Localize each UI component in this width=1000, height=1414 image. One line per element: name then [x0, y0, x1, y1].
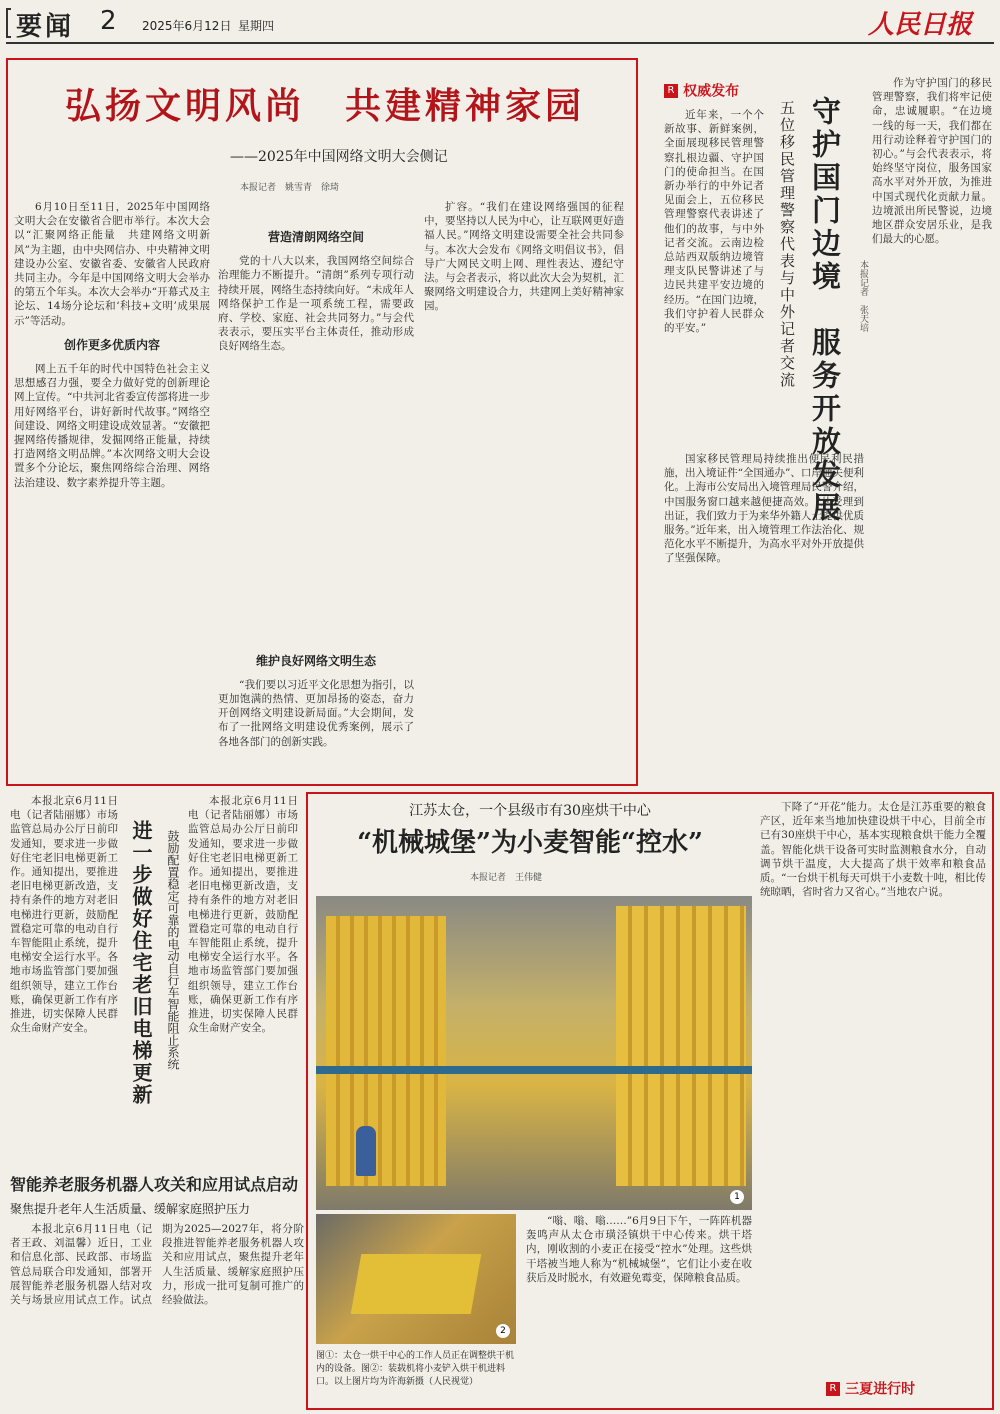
- paragraph: “我们要以习近平文化思想为指引，以更加饱满的热情、更加昂扬的姿态，奋力开创网络文明建设新局面。”大会期间，发布了一批网络文明建设优秀案例，展示了各地各部门的创新实践。: [218, 678, 414, 748]
- subheading: 创作更多优质内容: [63, 337, 160, 352]
- story-robots-title: 智能养老服务机器人攻关和应用试点启动: [10, 1175, 299, 1194]
- section-bracket: [6, 8, 11, 38]
- story-border-col3: [872, 76, 992, 788]
- paragraph: 国家移民管理局持续推出便民利民措施，出入境证件“全国通办”、口岸通关便利化。上海市公安局出入境管理局民警介绍，中国服务窗口越来越便捷高效。“从受理到出证，我们致力于为来华外籍人士提供优质服务。”近年来，出入境管理工作法治化、规范化水平不断提升，为高水平对外开放提供了坚强保障。: [664, 453, 864, 565]
- section-title: 要闻: [16, 12, 75, 42]
- story-robots-col: [10, 1222, 304, 1408]
- paragraph: 党的十八大以来，我国网络空间综合治理能力不断提升。“清朗”系列专项行动持续开展，网络生态持续向好。“未成年人网络保护工作是一项系统工程，需要政府、学校、家庭、社会共同努力。”与会代表表示，要压实平台主体责任，推动形成良好网络生态。: [218, 255, 414, 353]
- story-civilization-byline: 本报记者 姚雪青 徐琦: [240, 183, 340, 193]
- subheading: 维护良好网络文明生态: [255, 653, 376, 668]
- photo-marker-2: 2: [496, 1324, 510, 1338]
- photo-caption: 图①：太仓一烘干中心的工作人员正在调整烘干机内的设备。图②：装载机将小麦铲入烘干机进料口。以上图片均为许海新摄（人民视觉）: [316, 1351, 515, 1387]
- summer-harvest-tag: [826, 1378, 956, 1400]
- story-border-title: 守护国门边境 服务开放发展: [808, 96, 842, 525]
- subheading: 营造清朗网络空间: [267, 230, 364, 244]
- paragraph: 近年来，一个个新故事、新鲜案例，全面展现移民管理警察扎根边疆、守护国门的使命担当。在国新办举行的中外记者见面会上，五位移民管理警察代表讲述了他们的故事，与中外记者交流。云南边检总站西双版纳边境管理支队民警讲述了与边民共建平安边境的经历。“在国门边境，我们守护着人民群众的平安。”: [664, 109, 764, 335]
- story-civilization-title: 弘扬文明风尚 共建精神家园: [64, 85, 585, 127]
- story-border-subtitle: 五位移民管理警察代表与中外记者交流: [778, 100, 796, 389]
- paragraph: 扩容。“我们在建设网络强国的征程中，要坚持以人民为中心，让互联网更好造福人民。”网络文明建设需要全社会共同参与。本次大会发布《网络文明倡议书》，倡导广大网民文明上网、理性表达、遵纪守法。与会者表示，将以此次大会为契机，汇聚网络文明建设合力，共建网上美好精神家园。: [424, 201, 624, 313]
- worker-figure: [356, 1126, 376, 1176]
- paragraph: 本报北京6月11日电（记者陆丽娜）市场监管总局办公厅日前印发通知，要求进一步做好住宅老旧电梯更新工作。通知提出，要推进老旧电梯更新改造，支持有条件的地方对老旧电梯进行更新，鼓励配置稳定可靠的电动自行车智能阻止系统，提升电梯安全运行水平。各地市场监管部门要加强组织领导，建立工作台账，确保更新工作有序推进，切实保障人民群众生命财产安全。: [188, 795, 298, 1035]
- paragraph: 本报北京6月11日电（记者陆丽娜）市场监管总局办公厅日前印发通知，要求进一步做好住宅老旧电梯更新工作。通知提出，要推进老旧电梯更新改造，支持有条件的地方对老旧电梯进行更新，鼓励配置稳定可靠的电动自行车智能阻止系统，提升电梯安全运行水平。各地市场监管部门要加强组织领导，建立工作台账，确保更新工作有序推进，切实保障人民群众生命财产安全。: [10, 795, 118, 1035]
- paragraph: 6月10日至11日，2025年中国网络文明大会在安徽省合肥市举行。本次大会以“汇聚网络正能量 共建网络文明新风”为主题，由中央网信办、中央精神文明建设办公室、安徽省委、安徽省人民政府共同主办。今年是中国网络文明大会举办的第五个年头。本次大会举办“开幕式及主论坛、14场分论坛和‘科技+文明’成果展示”等活动。: [14, 201, 210, 327]
- page-number: 2: [100, 6, 117, 36]
- story-elevator-col2: [188, 794, 298, 1170]
- issue-date: 2025年6月12日: [142, 19, 232, 33]
- story-elevator-title: 进一步做好住宅老旧电梯更新: [129, 820, 153, 1106]
- issue-weekday: 星期四: [238, 19, 275, 33]
- story-grain-byline: 本报记者 王伟健: [470, 873, 543, 883]
- story-civilization-col1: [14, 200, 210, 780]
- story-grain-col2: [760, 800, 986, 1370]
- paragraph: 网上五千年的时代中国特色社会主义思想感召力强，要全力做好党的创新理论网上宣传。“中共河北省委宣传部将进一步用好网络平台，讲好新时代故事。”网络空间建设、网络文明建设成效显著。“安徽把握网络传播规律，发掘网络正能量，持续打造网络文明品牌。”本次网络文明大会设置多个分论坛，聚焦网络综合治理、网络法治建设、数字素养提升等主题。: [14, 363, 210, 489]
- loader-bucket: [351, 1254, 482, 1314]
- paragraph: 本报北京6月11日电（记者王政、刘温馨）近日，工业和信息化部、民政部、市场监管总局联合印发通知，部署开展智能养老服务机器人结对攻关与场景应用试点工作。试点期为2025—2027年，将分阶段推进智能养老服务机器人攻关和应用试点，聚焦提升老年人生活质量、缓解家庭照护压力，形成一批可复制可推广的经验做法。: [10, 1223, 304, 1307]
- tag-label: 权威发布: [683, 83, 740, 100]
- story-border-byline: 本报记者 张天培: [858, 260, 868, 332]
- story-grain-col1: [526, 1214, 752, 1408]
- dryer-tower-right: [616, 906, 746, 1186]
- dryer-walkway: [316, 1066, 752, 1074]
- paragraph: “嗡、嗡、嗡……”6月9日下午，一阵阵机器轰鸣声从太仓市璜泾镇烘干中心传来。烘干塔内，刚收割的小麦正在接受“控水”处理。这些烘干塔被当地人称为“机械城堡”，它们让小麦在收获后及时脱水，有效避免霉变，保障粮食品质。: [526, 1215, 752, 1284]
- newspaper-logo: 人民日报: [868, 10, 973, 40]
- story-civilization-subtitle: ——2025年中国网络文明大会侧记: [230, 149, 448, 165]
- story-grain-title: “机械城堡”为小麦智能“控水”: [357, 828, 703, 858]
- grain-dryer-photo: [316, 896, 752, 1210]
- story-elevator-subtitle: 鼓励配置稳定可靠的电动自行车智能阻止系统: [166, 830, 180, 1070]
- masthead-rule: [6, 42, 994, 44]
- story-border-col1: [664, 108, 764, 448]
- story-border-col2: [664, 452, 864, 788]
- tag-icon: R: [664, 84, 678, 98]
- authority-release-tag: [664, 80, 784, 102]
- story-elevator-col: [10, 794, 118, 1170]
- story-robots-subtitle: 聚焦提升老年人生活质量、缓解家庭照护压力: [10, 1202, 251, 1216]
- grain-loader-photo: [316, 1214, 516, 1344]
- story-grain-kicker: 江苏太仓，一个县级市有30座烘干中心: [409, 803, 651, 819]
- paragraph: 下降了“开花”能力。太仓是江苏重要的粮食产区，近年来当地加快建设烘干中心，目前全市已有30座烘干中心，基本实现粮食烘干能力全覆盖。智能化烘干设备可实时监测粮食水分，自动调节烘干温度，大大提高了烘干效率和粮食品质。“一台烘干机每天可烘干小麦数十吨，相比传统晾晒，省时省力又省心。”当地农户说。: [760, 801, 986, 899]
- story-civilization-col2: [218, 200, 414, 780]
- tag-label: 三夏进行时: [845, 1381, 916, 1398]
- photo-marker-1: 1: [730, 1190, 744, 1204]
- paragraph: 作为守护国门的移民管理警察，我们将牢记使命，忠诚履职。“在边境一线的每一天，我们都在用行动诠释着守护国门的初心。”与会代表表示，将始终坚守岗位，服务国家高水平对外开放，为推进中国式现代化贡献力量。边境派出所民警说，边境地区群众安居乐业，是我们最大的心愿。: [872, 77, 992, 246]
- tag-icon: R: [826, 1382, 840, 1396]
- dryer-tower-left: [326, 916, 446, 1186]
- masthead: [0, 0, 1000, 46]
- story-civilization-col3: [424, 200, 624, 780]
